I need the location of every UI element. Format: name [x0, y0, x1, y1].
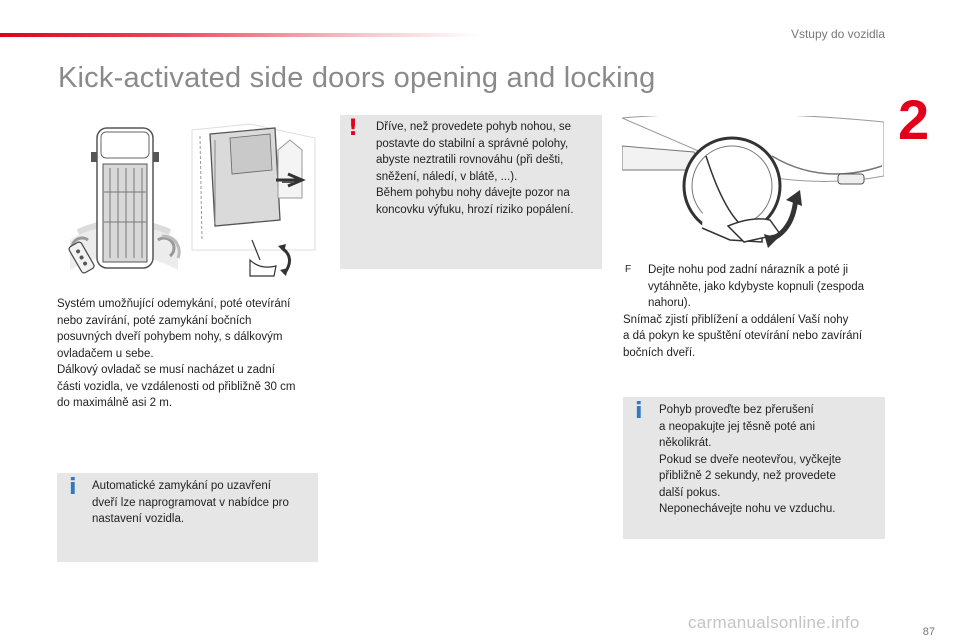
warning-line: Během pohybu nohy dávejte pozor na — [376, 187, 570, 199]
instruction-text — [623, 262, 888, 361]
chapter-number: 2 — [898, 88, 930, 151]
info-line: Neponechávejte nohu ve vzduchu. — [659, 503, 836, 515]
section-title: Vstupy do vozidla — [790, 27, 885, 41]
intro-line: posuvných dveří pohybem nohy, s dálkovým — [57, 331, 283, 343]
rear-bumper-kick-illustration — [622, 116, 884, 256]
info-line: další pokus. — [659, 486, 721, 499]
warning-icon: ! — [348, 116, 359, 141]
info-icon: i — [635, 399, 643, 424]
warning-line: Dříve, než provedete pohyb nohou, se — [376, 121, 571, 133]
intro-line: Dálkový ovladač se musí nacházet u zadní — [57, 364, 275, 376]
instruction-line: Snímač zjistí přiblížení a oddálení Vaší nohy — [623, 313, 849, 326]
warning-line: sněžení, náledí, v blátě, ...). — [376, 170, 518, 183]
warning-line: postavte do stabilní a správné polohy, — [376, 137, 569, 150]
info-line: dveří lze naprogramovat v nabídce pro — [92, 496, 289, 509]
warning-line: abyste neztratili rovnováhu (při dešti, — [376, 154, 564, 166]
info-left-text — [92, 478, 314, 528]
watermark: carmanualsonline.info — [688, 613, 860, 632]
instruction-line: Dejte nohu pod zadní nárazník a poté ji — [648, 264, 849, 276]
warning-line: koncovku výfuku, hrozí riziko popálení. — [376, 203, 574, 216]
info-icon: i — [69, 475, 77, 500]
info-line: nastavení vozidla. — [92, 513, 185, 525]
info-line: Pohyb proveďte bez přerušení — [659, 404, 814, 416]
info-line: Pokud se dveře neotevřou, vyčkejte — [659, 453, 842, 466]
intro-line: do maximálně asi 2 m. — [57, 397, 173, 409]
warning-text — [376, 119, 601, 218]
van-top-view-illustration — [58, 120, 188, 280]
intro-line: části vozidla, ve vzdálenosti od přibližně 30 cm — [57, 380, 296, 393]
info-line: a neopakujte jej těsně poté ani — [659, 420, 816, 433]
info-box-left — [57, 473, 318, 562]
bullet-marker: F — [625, 264, 632, 275]
page-title: Kick-activated side doors opening and locking — [58, 62, 656, 94]
instruction-bullet-block — [623, 262, 888, 312]
header-accent-bar — [0, 33, 480, 37]
info-line: několikrát. — [659, 437, 712, 449]
instruction-line: bočních dveří. — [623, 346, 696, 359]
intro-line: Systém umožňující odemykání, poté otevírání — [57, 298, 291, 310]
info-line: přibližně 2 sekundy, než provedete — [659, 470, 836, 482]
intro-text — [57, 296, 327, 412]
info-line: Automatické zamykání po uzavření — [92, 480, 271, 492]
warning-box — [340, 115, 602, 269]
instruction-line: a dá pokyn ke spuštění otevírání nebo zavírání — [623, 330, 863, 342]
instruction-line: nahoru). — [648, 297, 691, 309]
page-number: 87 — [922, 626, 935, 638]
instruction-line: vytáhněte, jako kdybyste kopnuli (zespoda — [648, 280, 865, 293]
intro-line: nebo zavírání, poté zamykání bočních — [57, 314, 252, 327]
sliding-door-kick-illustration — [190, 120, 320, 280]
info-box-right — [623, 397, 885, 539]
intro-line: ovladačem u sebe. — [57, 347, 154, 360]
info-right-text — [659, 402, 879, 518]
